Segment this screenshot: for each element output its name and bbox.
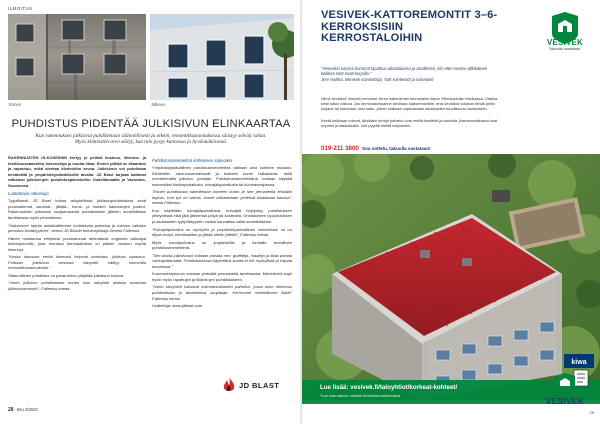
paragraph: Myös soodapuhallus on ympäristölle ja ihmisille turvallinen puhdistusmenetelmä. [152, 239, 292, 251]
subheading: Luotettavia ratkaisuja [8, 191, 49, 197]
paragraph: ”Ennen puhdistusta kartoitetaan kohteen kunto ja sen perusteella tehdään tarjous. Kun työ on valmis, kohde tarkastetaan yhdessä asiakkaan kanssa”, toteaa Fallenius. [152, 189, 292, 206]
paragraph: Tyypillisesti JD Blast hoitaa taloyhtiöissä julkisivupuhdistuksia sekä puuosiammat, sammal-, jäkälä-, home- ja muiden kasvustojen poistot. Rakennuksen julkisivun suojaamisesta puhdistuksen jälkeen huolehditaan tarvittaessa myös pinnoituksin. [8, 198, 146, 220]
article-deck: Kun rakennuksen julkisivut puhdistetaan säännöllisesti ja oikein, remonttikustannuksissa säästyy selvää rahaa. Myös kiinteistön arvo säilyy, kun talo pysyy kunnossa ja hyvännäköisenä. [35, 133, 267, 146]
article-headline: PUHDISTUS PIDENTÄÄ JULKISIVUN ELINKAARTAA [11, 118, 291, 130]
vesivek-tagline: Takuulla vastataan. [548, 47, 582, 51]
photo-before [8, 14, 146, 100]
phone-number[interactable]: 019-211 3800 [321, 145, 359, 152]
paragraph: ”Haluamme tarjota asiakkaillemme luotettavaa palvelua ja toimiva ratkaisu perustuu kestävyyteen”, kertoo JD Blastin toimitusjohtaja Dennis Fallenius. [8, 222, 146, 234]
paragraph: ”Sen avulla julkisivusta voidaan poistaa mm. graffiteja, maaleja ja likaa pinnaa vahingoittamatta. Puhdistuksessa käytettävä sooda ei ole myrkyllistä ja hajoaa luonnossa.” [152, 252, 292, 269]
page-number: 28 [8, 407, 14, 413]
ad-body-2: Kevät kelkkaan tulevat, tähdäten tehdyt palvelut ovat meillä kestäviä ja kauniita. Asennusratkaisut ovat nopeita ja laadukkaita. Voit pyytää meiltä tarjouksen. [321, 118, 498, 129]
paragraph: ”Usein julkisivu puhdistetaan ennen kuin taloyhtiö aloittaa isomman julkisivuremontin”, Fallenius toteaa. [8, 280, 146, 291]
ad-body-1: Viime keväänä Vesivek remontoi Jeren isännöimän kerrostalon katon Villenkaduilla Hanikassa. Urakka kesti kaksi viikkoa. Jos kerrostaloissanne tarvitaan kattoremontille, ensi keväänä voidaan tehdä pellin korjaus tai kokonaan uusi katto, jolloin urakkaa nopeutetaan asukkaiden turvallisuus huomioiden. [321, 96, 498, 112]
website-link[interactable]: Lisätietoja: www.jdblast.com [152, 303, 203, 309]
right-page [302, 0, 600, 424]
paragraph: Hänen mukaansa erityisesti puuosammat aiheuttavat ongelmia vaikkapa betonipinnoille, joita monissa kerrostaloissa on pitkien vuosien myötä ilmennyt. [8, 235, 146, 252]
page-folio-left [8, 407, 38, 413]
advertisement-kicker: ILMOITUS [8, 6, 33, 11]
article-column-2 [152, 155, 292, 311]
page-folio-right: 29 [589, 410, 594, 415]
paragraph: Kun käytetään kuivajääpuhallusta, kuivajää höyrystyy puhdistuksen yhteydessä eikä jätä jälkeensä pölyä tai kosteutta. Onnistuneen lopputuloksen ja asukkaiden tyytyväisyyden vuoksi kannattaa valita ammattilainen. [152, 207, 292, 224]
subheading: Puhdistusmenetelmä kohteesen sopivaksi [152, 158, 233, 163]
flame-icon [222, 377, 236, 393]
quote-author: Jere Haikka, teknisen isännöitsijä, T&K Kiinteistöt ja isännöinti [321, 76, 434, 82]
paragraph: ”Usein taloyhtiöt haluavat kokonaisvaltaisen palvelun, jossa koko rakennus puhdistetaan ja tarvittaessa suojataan. Kerromme mielellämme lisää!” Fallenius kertoo. [152, 284, 292, 301]
ad-headline: VESIVEK-KATTOREMONTIT 3–6-KERROKSISIIN KERROSTALOIHIN [321, 9, 498, 45]
paragraph: ”Koska kasvusto kerää itseensä helposti kosteutta, julkisivu rapautuu. Puhtaan julkisivun ansiosta taloyhtiö välttyy isommilta remonttikustannuksilta.” [8, 254, 146, 271]
kiwa-badge-text: kiwa [571, 359, 587, 366]
photo-after [150, 14, 294, 100]
vesivek-logo-name: VESIVEK [547, 38, 583, 47]
paragraph: Säännöllinen puhdistus on paras keino ylläpitää julkisivun kuntoa. [8, 272, 125, 278]
caption-after: Jälkeen [151, 102, 166, 107]
article-column-1 [8, 155, 146, 294]
facade-after-illustration [150, 14, 294, 100]
paragraph: Kuumavesipesuun voidaan yhdistää pesuaineita tarvittaessa. Menetelmä sopii hyvin myös rapattujen ja tiilipintojen puhdistukseen. [152, 271, 292, 282]
vesivek-footer-wordmark: VESIVEK [545, 396, 585, 406]
jd-blast-logo [222, 376, 298, 394]
paragraph: Ympäristöystävällinen puhdistusmenetelmä valitaan aina kohteen mukaan. Kiinteistön rakennusmateriaalit ja kohteen kunto ratkaisevat, millä menetelmällä julkisivu pestään. Puhdistusmenetelmänä voidaan käyttää esimerkiksi hiekkapuhallusta, kuivajääpuhallusta tai kuumavesipesua. [152, 165, 292, 187]
facade-before-illustration [8, 14, 146, 100]
customer-quote [321, 66, 501, 82]
paragraph: RAKENNUSTEN ULKOSEINIIN kertyy jo pelkkä kosteus, liikenne- ja teollisuussaasteita, kasvustoja ja muuta likaa. Ennen pitkää se likaantuu ja rapautuu, mikä alentaa kiinteistön arvoa. Julkisivun voi puhdistaa kestävällä ja ympäristöystävällisellä tavalla. JD Blast tarjoaa kattavat ratkaisut julkisivujen puhdistuspalveluihin Uudellamaalla ja Varsinais-Suomessa. [8, 155, 146, 188]
cta-footnote: *Lue koko tarina: vesivek.fi/vesivek-kokemuksia [320, 394, 401, 398]
caption-before: Ennen [9, 102, 22, 107]
phone-note: Soa sottelu, takuulla vastataan! [362, 146, 431, 151]
cta-link[interactable]: Lue lisää: vesivek.fi/taloyhtiot/korkeat-kohteet/ [320, 384, 458, 391]
paragraph: ”Kuivajääpuhallus on myrkytön ja ympäristöystävällinen menetelmä: se on täysin kuiva, kemikaaliton ja jättää vähän jätettä”, Fallenius toteaa. [152, 226, 292, 238]
vesivek-footer-logo-icon [550, 372, 580, 394]
jd-blast-wordmark: JD BLAST [239, 380, 280, 390]
quote-text: ”Vesivekin kanssa hommat tapahtuu aikataulussa ja asiallisesti, niin ettei tarvitse jälkikäteen kaikkea niitä enää korjailla.” [321, 66, 488, 77]
magazine-issue: Kito 2/2022 [16, 407, 38, 412]
